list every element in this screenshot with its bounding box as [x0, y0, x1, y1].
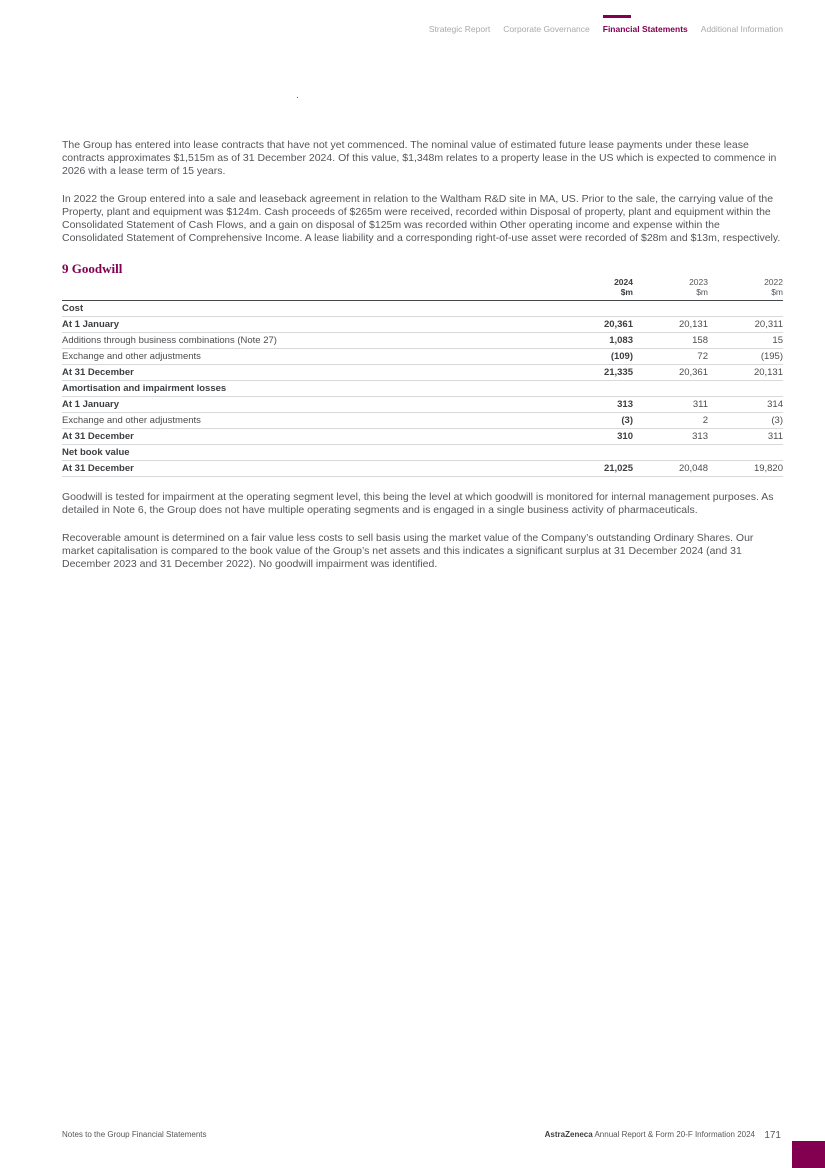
footer-section-title: Notes to the Group Financial Statements: [62, 1130, 207, 1139]
cell-2022: (195): [708, 349, 783, 365]
cell-2023: 72: [633, 349, 708, 365]
table-row-net-book-value: [62, 445, 783, 461]
table-row-amort-at-31-december: [62, 429, 783, 445]
goodwill-table: [62, 278, 783, 477]
cell-2022: 311: [708, 429, 783, 445]
col-unit: $m: [771, 286, 783, 297]
row-label: Additions through business combinations (Note 27): [62, 333, 558, 349]
nav-item-strategic-report[interactable]: Strategic Report: [428, 24, 491, 34]
table-row-nbv-at-31-december: [62, 461, 783, 477]
cell-2024: 20,361: [558, 317, 633, 333]
main-content: [62, 139, 783, 586]
nav-item-additional-information[interactable]: Additional Information: [700, 24, 783, 34]
top-nav: [429, 24, 783, 34]
col-unit: $m: [696, 286, 708, 297]
table-row-amortisation: [62, 381, 783, 397]
cell-2024: [558, 381, 633, 397]
cell-2024: 310: [558, 429, 633, 445]
table-row-cost-at-31-december: [62, 365, 783, 381]
col-year: 2024: [614, 277, 633, 287]
col-header-label: [62, 278, 558, 301]
row-label: Exchange and other adjustments: [62, 413, 558, 429]
col-unit: $m: [620, 286, 633, 297]
cell-2023: [633, 381, 708, 397]
table-row-amort-at-1-january: [62, 397, 783, 413]
cell-2024: 21,025: [558, 461, 633, 477]
section-heading-goodwill: 9 Goodwill: [62, 261, 123, 276]
cell-2024: [558, 301, 633, 317]
col-year: 2022: [764, 277, 783, 287]
page-number: 171: [764, 1130, 781, 1141]
cell-2024: [558, 445, 633, 461]
cell-2023: 313: [633, 429, 708, 445]
row-label: Cost: [62, 301, 558, 317]
footer-report-title: [545, 1130, 755, 1139]
cell-2024: 21,335: [558, 365, 633, 381]
row-label: Amortisation and impairment losses: [62, 381, 558, 397]
cell-2022: [708, 445, 783, 461]
row-label: Exchange and other adjustments: [62, 349, 558, 365]
corner-accent-block: [792, 1141, 825, 1168]
cell-2023: 2: [633, 413, 708, 429]
cell-2023: 20,361: [633, 365, 708, 381]
row-label: At 1 January: [62, 317, 558, 333]
paragraph-recoverable-amount: Recoverable amount is determined on a fair value less costs to sell basis using the market value of the Company’s outstanding Ordinary Shares. Our market capitalisation is compared to the book value of the Group’s net assets and this indicates a significant surplus at 31 December 2024 (and 31 December 2023 and 31 December 2022). No goodwill impairment was identified.: [62, 532, 754, 570]
row-label: At 1 January: [62, 397, 558, 413]
nav-item-corporate-governance[interactable]: Corporate Governance: [503, 24, 590, 34]
row-label: At 31 December: [62, 461, 558, 477]
table-row-cost: [62, 301, 783, 317]
cell-2024: (3): [558, 413, 633, 429]
cell-2023: 20,131: [633, 317, 708, 333]
table-row-additions: [62, 333, 783, 349]
cell-2022: 20,311: [708, 317, 783, 333]
cell-2023: 20,048: [633, 461, 708, 477]
cell-2024: (109): [558, 349, 633, 365]
cell-2022: 19,820: [708, 461, 783, 477]
cell-2023: [633, 445, 708, 461]
cell-2022: 314: [708, 397, 783, 413]
col-header-2022: [708, 278, 783, 301]
cell-2022: 15: [708, 333, 783, 349]
footer-report-text: Annual Report & Form 20-F Information 2024: [592, 1130, 755, 1139]
cell-2022: [708, 381, 783, 397]
paragraph-impairment-testing: Goodwill is tested for impairment at the operating segment level, this being the level at which goodwill is monitored for internal management purposes. As detailed in Note 6, the Group does not have multiple operating segments and is engaged in a single business activity of pharmaceuticals.: [62, 491, 774, 516]
row-label: At 31 December: [62, 429, 558, 445]
row-label: Net book value: [62, 445, 558, 461]
col-header-2024: [558, 278, 633, 301]
cell-2022: [708, 301, 783, 317]
footer-brand: AstraZeneca: [544, 1130, 593, 1139]
cell-2024: 313: [558, 397, 633, 413]
paragraph-sale-leaseback: In 2022 the Group entered into a sale and leaseback agreement in relation to the Waltham R&D site in MA, US. Prior to the sale, the carrying value of the Property, plant and equipment was $124m. Cash proceeds of $265m were received, recorded within Disposal of property, plant and equipment within the Consolidated Statement of Cash Flows, and a gain on disposal of $125m was recorded within Other operating income and expense within the Consolidated Statement of Comprehensive Income. A lease liability and a corresponding right-of-use asset were recorded of $28m and $13m, respectively.: [62, 193, 781, 244]
cell-2023: [633, 301, 708, 317]
paragraph-lease-commitments: The Group has entered into lease contracts that have not yet commenced. The nominal value of estimated future lease payments under these lease contracts approximates $1,515m as of 31 December 2024. Of this value, $1,348m relates to a property lease in the US which is expected to commence in 2026 with a lease term of 15 years.: [62, 139, 777, 177]
cell-2023: 158: [633, 333, 708, 349]
stray-mark: .: [296, 90, 299, 101]
cell-2024: 1,083: [558, 333, 633, 349]
row-label: At 31 December: [62, 365, 558, 381]
table-header-row: [62, 278, 783, 301]
col-header-2023: [633, 278, 708, 301]
cell-2023: 311: [633, 397, 708, 413]
table-row-cost-at-1-january: [62, 317, 783, 333]
col-year: 2023: [689, 277, 708, 287]
cell-2022: (3): [708, 413, 783, 429]
cell-2022: 20,131: [708, 365, 783, 381]
table-row-cost-exchange: [62, 349, 783, 365]
table-row-amort-exchange: [62, 413, 783, 429]
nav-item-financial-statements[interactable]: Financial Statements: [602, 24, 688, 34]
